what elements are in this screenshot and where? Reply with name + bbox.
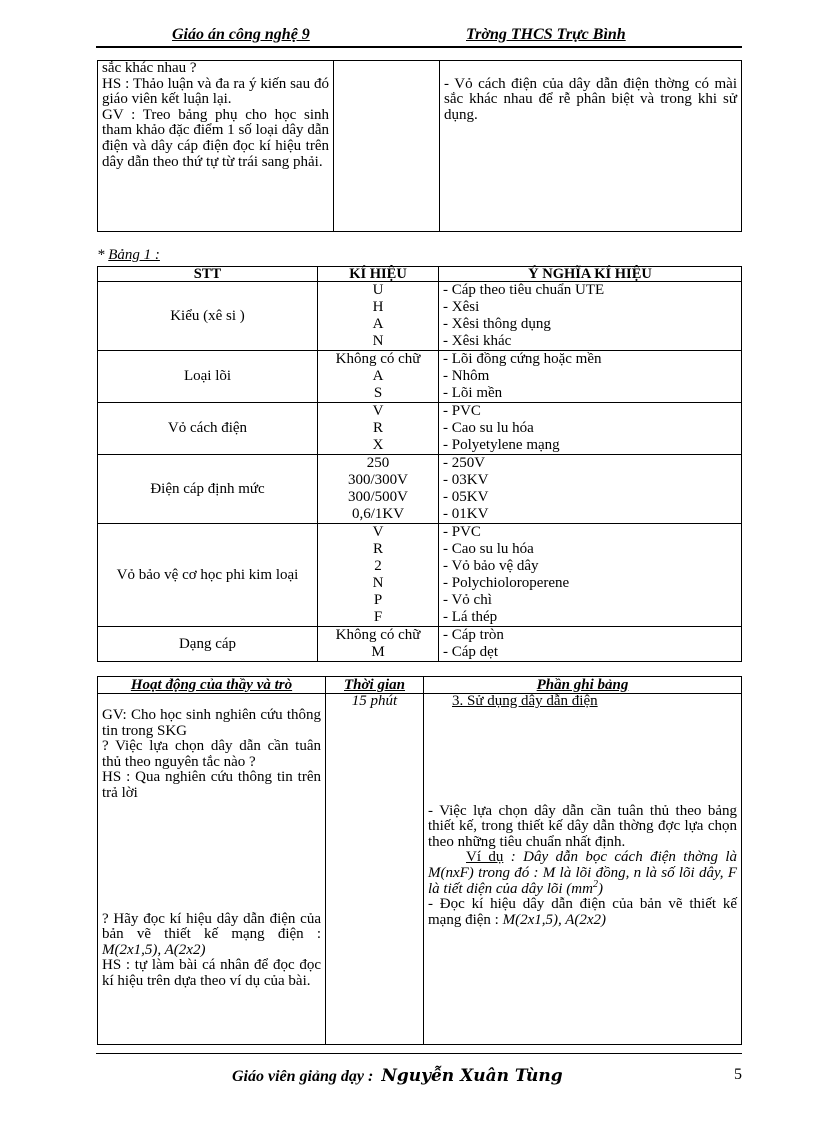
symbol-meaning: - Cáp dẹt [443, 644, 498, 660]
caption-prefix: * [97, 247, 109, 263]
page-header [96, 26, 742, 48]
col-header-activity: Hoạt động của thầy và trò [98, 677, 326, 694]
symbol-code: H [372, 299, 384, 315]
symbol-row-symbols [318, 282, 439, 351]
symbol-code: M [371, 644, 385, 660]
symbol-meaning: - Lá thép [443, 609, 498, 625]
symbol-meaning: - Cáp theo tiêu chuẩn UTE [443, 282, 605, 298]
symbol-row-name: Dạng cáp [98, 627, 318, 662]
symbol-meaning: - Cao su lu hóa [443, 541, 534, 557]
notes-rule: - Việc lựa chọn dây dẫn cần tuân thủ theo bảng thiết kế, trong thiết kế dây dẫn thờng đợc lựa chọn theo những tiêu chuẩn nhất định. [428, 802, 737, 850]
symbol-row-name: Vỏ cách điện [98, 403, 318, 455]
symbol-meaning: - Lõi mền [443, 385, 503, 401]
symbol-row [98, 403, 742, 455]
section-title: 3. Sử dụng dây dẫn điện [452, 693, 598, 709]
symbol-meaning: - Vỏ bảo vệ dây [443, 558, 539, 574]
symbol-code: Không có chữ [335, 627, 421, 643]
symbol-code: 250 [366, 455, 390, 471]
symbol-table [97, 266, 742, 662]
symbol-row-meanings [439, 403, 742, 455]
header-subject: Giáo án công nghệ 9 [172, 26, 310, 43]
header-school: Trờng THCS Trực Bình [466, 26, 626, 43]
symbol-code: R [372, 420, 383, 436]
symbol-code: N [372, 333, 384, 349]
symbol-meaning: - Vỏ chì [443, 592, 492, 608]
activity-text-1: GV: Cho học sinh nghiên cứu thông tin trong SKG [102, 707, 321, 739]
example-text: : Dây dẫn bọc cách điện thờng là M(nxF) trong đó : M là lõi đồng, n là số lõi dây, F là tiết diện của dây lõi (mm [428, 849, 737, 897]
page-number: 5 [734, 1066, 742, 1083]
top-col-notes [440, 61, 742, 232]
top-col-time [334, 61, 440, 232]
activity-table [97, 676, 742, 1045]
symbol-meaning: - PVC [443, 524, 481, 540]
symbol-table-body [98, 282, 742, 662]
symbol-code: 0,6/1KV [351, 506, 405, 522]
symbol-code: X [372, 437, 384, 453]
activity-text-2: ? Việc lựa chọn dây dẫn cần tuân thủ theo nguyên tắc nào ? [102, 738, 321, 770]
symbol-row-name: Điện cáp định mức [98, 455, 318, 524]
symbol-meaning: - 03KV [443, 472, 489, 488]
time-value: 15 phút [351, 693, 398, 709]
activity-text-4: ? Hãy đọc kí hiệu dây dẫn điện của bản vẽ thiết kế mạng điện : [102, 910, 321, 943]
col-header-time: Thời gian [326, 677, 424, 694]
symbol-code: V [372, 524, 384, 540]
top-text-2: HS : Thảo luận và đa ra ý kiến sau đó giáo viên kết luận lại. [102, 75, 329, 108]
footer-label: Giáo viên giảng dạy : [232, 1068, 374, 1085]
col-header-meaning: Ý NGHĨA KÍ HIỆU [439, 267, 742, 282]
col-header-notes: Phần ghi bảng [424, 677, 742, 694]
symbol-row-symbols [318, 627, 439, 662]
symbol-row [98, 351, 742, 403]
col-header-stt: STT [98, 267, 318, 282]
example-close: ) [597, 880, 603, 897]
symbol-row-symbols [318, 455, 439, 524]
top-col-activity [98, 61, 334, 232]
col-header-symbol: KÍ HIỆU [318, 267, 439, 282]
symbol-code: U [372, 282, 384, 298]
symbol-meaning: - Xêsi khác [443, 333, 512, 349]
symbol-meaning: - 250V [443, 455, 486, 471]
symbol-row [98, 524, 742, 627]
symbol-meaning: - Polyetylene mạng [443, 437, 560, 453]
symbol-code: S [373, 385, 383, 401]
symbol-meaning: - Nhôm [443, 368, 490, 384]
activity-text-5: HS : tự làm bài cá nhân để đọc đọc kí hiệu trên dựa theo ví dụ của bài. [102, 957, 321, 989]
symbol-meaning: - Cao su lu hóa [443, 420, 534, 436]
symbol-row [98, 282, 742, 351]
symbol-row-symbols [318, 403, 439, 455]
top-notes-blank [444, 61, 737, 77]
symbol-row-symbols [318, 351, 439, 403]
symbol-code: R [372, 541, 383, 557]
symbol-meaning: - Xêsi [443, 299, 480, 315]
symbol-code: Không có chữ [335, 351, 421, 367]
time-col [326, 694, 424, 1045]
caption-text: Bảng 1 : [108, 247, 160, 263]
top-notes-text: - Vỏ cách điện của dây dẫn điện thờng có mài sắc khác nhau để rễ phân biệt và trong khi sử dụng. [444, 75, 737, 123]
symbol-code: A [372, 368, 384, 384]
symbol-row-meanings [439, 455, 742, 524]
symbol-row-meanings [439, 627, 742, 662]
symbol-row-meanings [439, 282, 742, 351]
symbol-code: A [372, 316, 384, 332]
page-footer [96, 1053, 742, 1084]
activity-col [98, 694, 326, 1045]
symbol-meaning: - Cáp tròn [443, 627, 504, 643]
read-text: - Đọc kí hiệu dây dẫn điện của bản vẽ thiết kế mạng điện : [428, 896, 737, 928]
symbol-meaning: - Polychioloroperene [443, 575, 570, 591]
footer-teacher [232, 1066, 563, 1086]
symbol-meaning: - Lõi đồng cứng hoặc mền [443, 351, 602, 367]
symbol-meaning: - 05KV [443, 489, 489, 505]
table-caption [97, 247, 160, 264]
symbol-code: F [373, 609, 383, 625]
symbol-row [98, 455, 742, 524]
symbol-code: 300/500V [348, 489, 408, 505]
symbol-code: P [373, 592, 383, 608]
read-values: M(2x1,5), A(2x2) [502, 911, 607, 928]
symbol-row-meanings [439, 351, 742, 403]
symbol-code: 300/300V [348, 472, 408, 488]
activity-text-4-values: M(2x1,5), A(2x2) [102, 941, 206, 958]
symbol-row-name: Vỏ bảo vệ cơ học phi kim loại [98, 524, 318, 627]
notes-example [428, 850, 737, 897]
symbol-meaning: - PVC [443, 403, 481, 419]
footer-signature: Nguyễn Xuân Tùng [381, 1066, 563, 1086]
example-sup: 2 [592, 878, 598, 890]
symbol-row-name: Kiểu (xê si ) [98, 282, 318, 351]
symbol-row-meanings [439, 524, 742, 627]
activity-text-3: HS : Qua nghiên cứu thông tin trên trả lời [102, 769, 321, 801]
symbol-meaning: - 01KV [443, 506, 489, 522]
notes-col [424, 694, 742, 1045]
top-text-3: GV : Treo bảng phụ cho học sinh tham khảo đặc điểm 1 số loại dây dẫn điện và dây cáp điện đọc kí hiệu trên dây dẫn theo thứ tự từ trái sang phải. [102, 106, 329, 170]
symbol-row [98, 627, 742, 662]
symbol-row-name: Loại lõi [98, 351, 318, 403]
example-label: Ví dụ [466, 849, 504, 866]
activity-text-4-wrap [102, 912, 321, 959]
symbol-code: 2 [374, 558, 382, 574]
top-lesson-table [97, 60, 742, 232]
symbol-code: N [372, 575, 384, 591]
top-text-1: sắc khác nhau ? [102, 60, 197, 76]
notes-read [428, 897, 737, 928]
symbol-code: V [372, 403, 384, 419]
symbol-row-symbols [318, 524, 439, 627]
symbol-meaning: - Xêsi thông dụng [443, 316, 551, 332]
